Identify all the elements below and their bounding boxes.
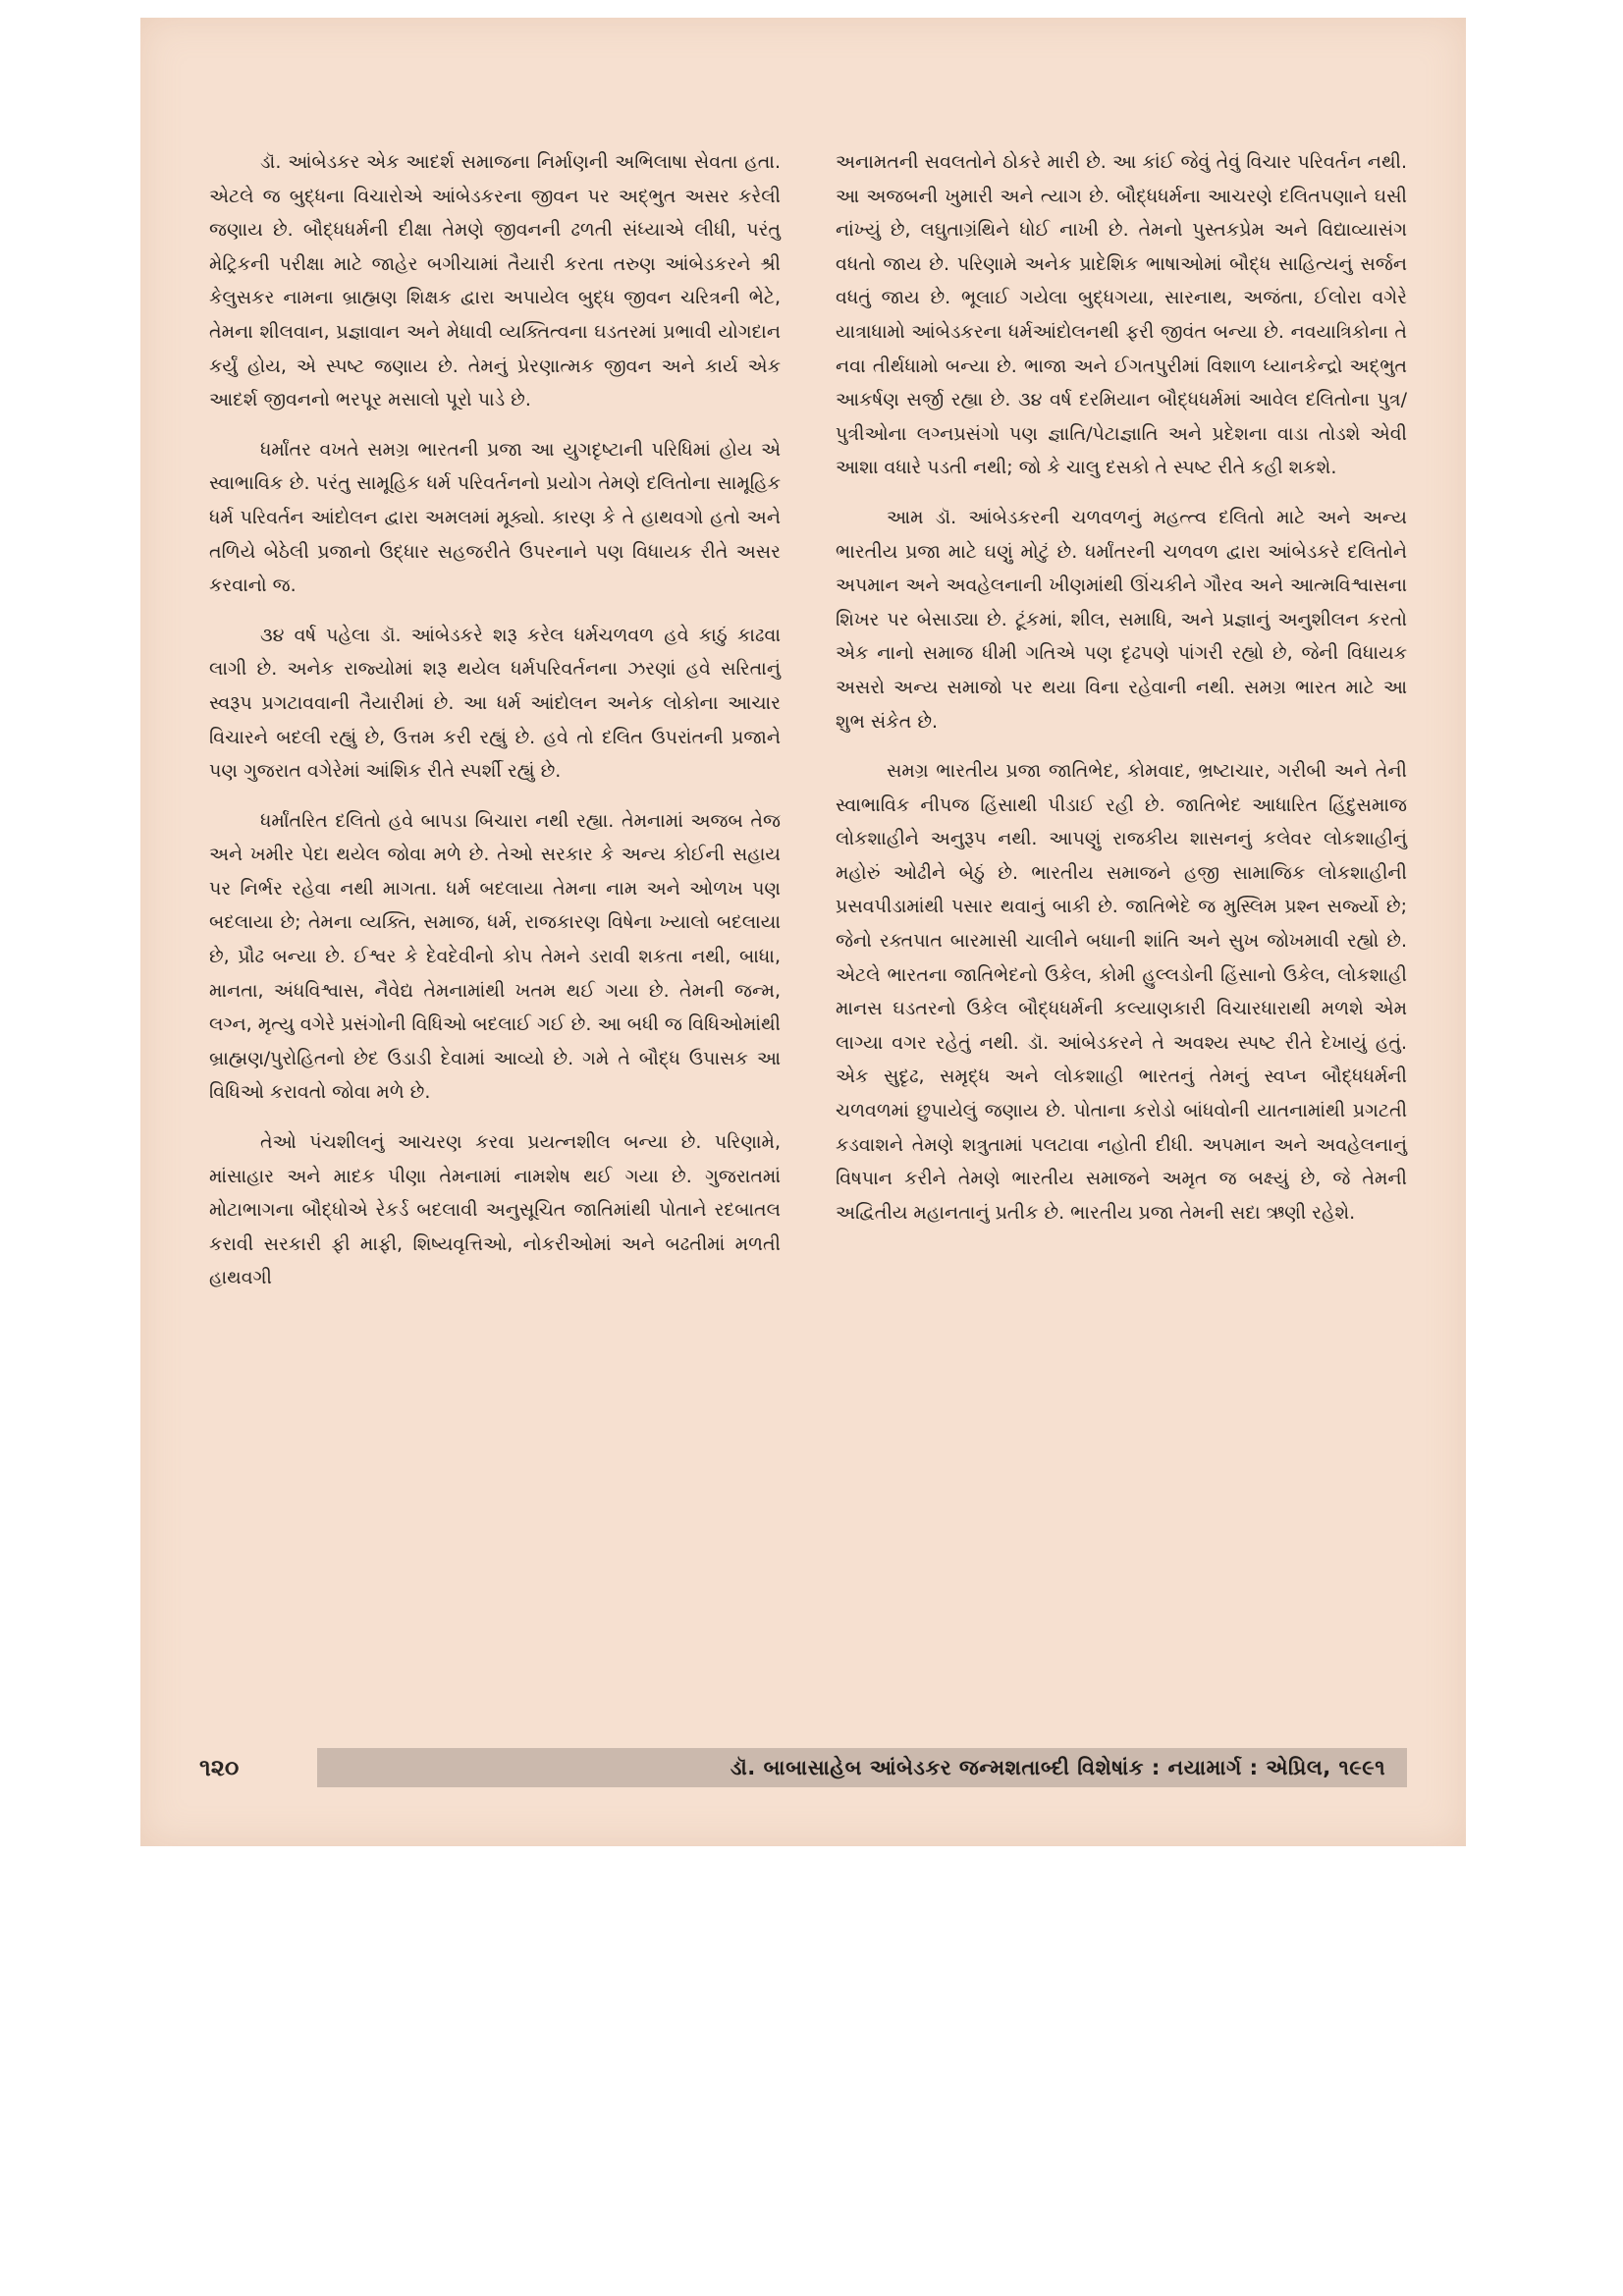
magazine-page (140, 18, 1466, 1846)
right-column (836, 145, 1407, 1736)
paragraph: ધર્માંતરિત દલિતો હવે બાપડા બિચારા નથી રહ્યા. તેમનામાં અજબ તેજ અને ખમીર પેદા થયેલ જોવા મળે છે. તેઓ સરકાર કે અન્ય કોઈની સહાય પર નિર્ભર રહેવા નથી માગતા. ધર્મ બદલાયા તેમના નામ અને ઓળખ પણ બદલાયા છે; તેમના વ્યક્તિ, સમાજ, ધર્મ, રાજકારણ વિષેના ખ્યાલો બદલાયા છે, પ્રૌઢ બન્યા છે. ઈશ્વર કે દેવદેવીનો કોપ તેમને ડરાવી શકતા નથી, બાધા, માનતા, અંધવિશ્વાસ, નૈવેદ્ય તેમનામાંથી ખતમ થઈ ગયા છે. તેમની જન્મ, લગ્ન, મૃત્યુ વગેરે પ્રસંગોની વિધિઓ બદલાઈ ગઈ છે. આ બધી જ વિધિઓમાંથી બ્રાહ્મણ/પુરોહિતનો છેદ ઉડાડી દેવામાં આવ્યો છે. ગમે તે બૌદ્ધ ઉપાસક આ વિધિઓ કરાવતો જોવા મળે છે. (209, 809, 781, 1104)
paragraph: આમ ડૉ. આંબેડકરની ચળવળનું મહત્ત્વ દલિતો માટે અને અન્ય ભારતીય પ્રજા માટે ઘણું મોટું છે. ધર્માંતરની ચળવળ દ્વારા આંબેડકરે દલિતોને અપમાન અને અવહેલનાની ખીણમાંથી ઊંચકીને ગૌરવ અને આત્મવિશ્વાસના શિખર પર બેસાડ્યા છે. ટૂંકમાં, શીલ, સમાધિ, અને પ્રજ્ઞાનું અનુશીલન કરતો એક નાનો સમાજ ધીમી ગતિએ પણ દૃઢપણે પાંગરી રહ્યો છે, જેની વિધાયક અસરો અન્ય સમાજો પર થયા વિના રહેવાની નથી. સમગ્ર ભારત માટે આ શુભ સંકેત છે. (836, 506, 1407, 733)
left-column (209, 145, 781, 1736)
running-title: ડૉ. બાબાસાહેબ આંબેડકર જન્મશતાબ્દી વિશેષાંક : નયામાર્ગ : એપ્રિલ, ૧૯૯૧ (317, 1748, 1407, 1787)
paragraph: ડૉ. આંબેડકર એક આદર્શ સમાજના નિર્માણની અભિલાષા સેવતા હતા. એટલે જ બુદ્ધના વિચારોએ આંબેડકરના જીવન પર અદ્ભુત અસર કરેલી જણાય છે. બૌદ્ધધર્મની દીક્ષા તેમણે જીવનની ઢળતી સંધ્યાએ લીધી, પરંતુ મેટ્રિકની પરીક્ષા માટે જાહેર બગીચામાં તૈયારી કરતા તરુણ આંબેડકરને શ્રી કેલુસકર નામના બ્રાહ્મણ શિક્ષક દ્વારા અપાયેલ બુદ્ધ જીવન ચરિત્રની ભેટે, તેમના શીલવાન, પ્રજ્ઞાવાન અને મેધાવી વ્યક્તિત્વના ઘડતરમાં પ્રભાવી યોગદાન કર્યું હોય, એ સ્પષ્ટ જણાય છે. તેમનું પ્રેરણાત્મક જીવન અને કાર્ય એક આદર્શ જીવનનો ભરપૂર મસાલો પૂરો પાડે છે. (209, 151, 781, 411)
page-footer (199, 1744, 1407, 1791)
paragraph: તેઓ પંચશીલનું આચરણ કરવા પ્રયત્નશીલ બન્યા છે. પરિણામે, માંસાહાર અને માદક પીણા તેમનામાં નામશેષ થઈ ગયા છે. ગુજરાતમાં મોટાભાગના બૌદ્ધોએ રેકર્ડ બદલાવી અનુસૂચિત જાતિમાંથી પોતાને રદબાતલ કરાવી સરકારી ફી માફી, શિષ્યવૃત્તિઓ, નોકરીઓમાં અને બઢતીમાં મળતી હાથવગી (209, 1131, 781, 1289)
page-number: ૧૨૦ (199, 1754, 240, 1781)
paragraph: ધર્માંતર વખતે સમગ્ર ભારતની પ્રજા આ યુગદૃષ્ટાની પરિધિમાં હોય એ સ્વાભાવિક છે. પરંતુ સામૂહિક ધર્મ પરિવર્તનનો પ્રયોગ તેમણે દલિતોના સામૂહિક ધર્મ પરિવર્તન આંદોલન દ્વારા અમલમાં મૂક્યો. કારણ કે તે હાથવગો હતો અને તળિયે બેઠેલી પ્રજાનો ઉદ્ધાર સહજરીતે ઉપરનાને પણ વિધાયક રીતે અસર કરવાનો જ. (209, 438, 781, 597)
paragraph: અનામતની સવલતોને ઠોકરે મારી છે. આ કાંઈ જેવું તેવું વિચાર પરિવર્તન નથી. આ અજબની ખુમારી અને ત્યાગ છે. બૌદ્ધધર્મના આચરણે દલિતપણાને ઘસી નાંખ્યું છે, લઘુતાગ્રંથિને ધોઈ નાખી છે. તેમનો પુસ્તકપ્રેમ અને વિદ્યાવ્યાસંગ વધતો જાય છે. પરિણામે અનેક પ્રાદેશિક ભાષાઓમાં બૌદ્ધ સાહિત્યનું સર્જન વધતું જાય છે. ભૂલાઈ ગયેલા બુદ્ધગયા, સારનાથ, અજંતા, ઈલોરા વગેરે યાત્રાધામો આંબેડકરના ધર્મઆંદોલનથી ફરી જીવંત બન્યા છે. નવયાત્રિકોના તે નવા તીર્થધામો બન્યા છે. ભાજા અને ઈગતપુરીમાં વિશાળ ધ્યાનકેન્દ્રો અદ્ભુત આકર્ષણ સર્જી રહ્યા છે. ૩૪ વર્ષ દરમિયાન બૌદ્ધધર્મમાં આવેલ દલિતોના પુત્ર/પુત્રીઓના લગ્નપ્રસંગો પણ જ્ઞાતિ/પેટાજ્ઞાતિ અને પ્રદેશના વાડા તોડશે એવી આશા વધારે પડતી નથી; જો કે ચાલુ દસકો તે સ્પષ્ટ રીતે કહી શકશે. (836, 151, 1407, 479)
article-body (209, 145, 1407, 1736)
paragraph: સમગ્ર ભારતીય પ્રજા જાતિભેદ, કોમવાદ, ભ્રષ્ટાચાર, ગરીબી અને તેની સ્વાભાવિક નીપજ હિંસાથી પીડાઈ રહી છે. જાતિભેદ આધારિત હિંદુસમાજ લોકશાહીને અનુરૂપ નથી. આપણું રાજકીય શાસનનું કલેવર લોકશાહીનું મહોરું ઓઢીને બેઠું છે. ભારતીય સમાજને હજી સામાજિક લોકશાહીની પ્રસવપીડામાંથી પસાર થવાનું બાકી છે. જાતિભેદે જ મુસ્લિમ પ્રશ્ન સર્જ્યો છે; જેનો રક્તપાત બારમાસી ચાલીને બધાની શાંતિ અને સુખ જોખમાવી રહ્યો છે. એટલે ભારતના જાતિભેદનો ઉકેલ, કોમી હુલ્લડોની હિંસાનો ઉકેલ, લોકશાહી માનસ ઘડતરનો ઉકેલ બૌદ્ધધર્મની કલ્યાણકારી વિચારધારાથી મળશે એમ લાગ્યા વગર રહેતું નથી. ડૉ. આંબેડકરને તે અવશ્ય સ્પષ્ટ રીતે દેખાયું હતું. એક સુદૃઢ, સમૃદ્ધ અને લોકશાહી ભારતનું તેમનું સ્વપ્ન બૌદ્ધધર્મની ચળવળમાં છુપાયેલું જણાય છે. પોતાના કરોડો બાંધવોની યાતનામાંથી પ્રગટતી કડવાશને તેમણે શત્રુતામાં પલટાવા નહોતી દીધી. અપમાન અને અવહેલનાનું વિષપાન કરીને તેમણે ભારતીય સમાજને અમૃત જ બક્ષ્યું છે, જે તેમની અદ્વિતીય મહાનતાનું પ્રતીક છે. ભારતીય પ્રજા તેમની સદા ઋણી રહેશે. (836, 760, 1407, 1224)
paragraph: ૩૪ વર્ષ પહેલા ડૉ. આંબેડકરે શરૂ કરેલ ધર્મચળવળ હવે કાઠું કાઢવા લાગી છે. અનેક રાજ્યોમાં શરૂ થયેલ ધર્મપરિવર્તનના ઝરણાં હવે સરિતાનું સ્વરૂપ પ્રગટાવવાની તૈયારીમાં છે. આ ધર્મ આંદોલન અનેક લોકોના આચાર વિચારને બદલી રહ્યું છે, ઉત્તમ કરી રહ્યું છે. હવે તો દલિત ઉપરાંતની પ્રજાને પણ ગુજરાત વગેરેમાં આંશિક રીતે સ્પર્શી રહ્યું છે. (209, 624, 781, 783)
